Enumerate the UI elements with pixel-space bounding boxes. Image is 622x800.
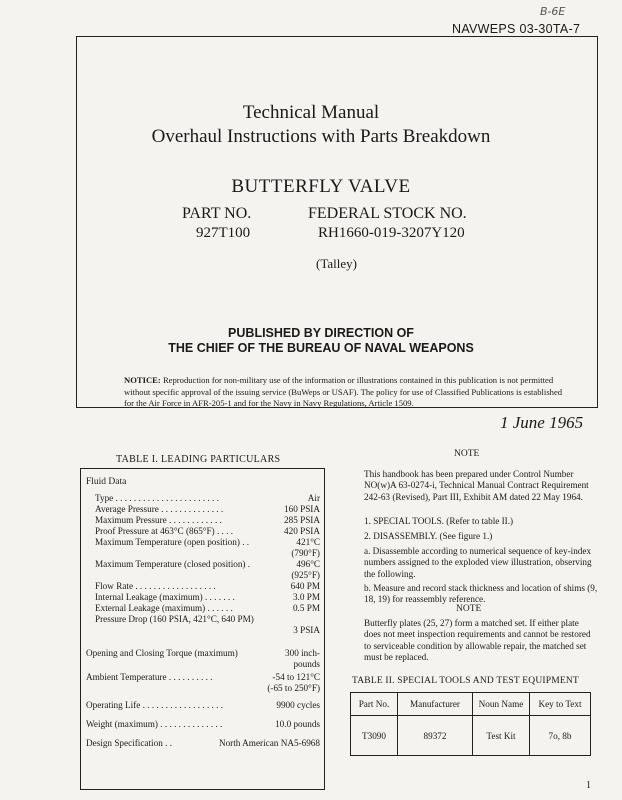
title-line-1: Technical Manual xyxy=(242,102,380,123)
row-label: Flow Rate xyxy=(95,581,134,591)
product-name: BUTTERFLY VALVE xyxy=(231,176,411,197)
note2-title: NOTE xyxy=(456,604,482,614)
part-no-value: 927T100 xyxy=(196,225,251,241)
table1-section-label: Fluid Data xyxy=(86,477,127,487)
note1-title: NOTE xyxy=(454,449,480,459)
table1-row: Ambient Temperature . . . . . . . . . . -54 to 121°C xyxy=(86,672,320,682)
row-value-2: (790°F) xyxy=(291,548,320,558)
notice-label: NOTICE: xyxy=(124,375,161,385)
row-value: Air xyxy=(307,493,320,503)
table1-row: Average Pressure . . . . . . . . . . . . . . 160 PSIA xyxy=(95,504,320,514)
table1-row-cont xyxy=(95,570,320,580)
published-by-line-2: THE CHIEF OF THE BUREAU OF NAVAL WEAPONS xyxy=(168,341,474,355)
table2-cell: T3090 xyxy=(351,716,398,756)
row-label: Maximum Temperature (closed position) xyxy=(95,559,246,569)
fsn-value: RH1660-019-3207Y120 xyxy=(318,225,465,241)
table2-header: Key to Text xyxy=(530,693,591,716)
table1-row: External Leakage (maximum) . . . . . . 0.5 PM xyxy=(95,603,320,613)
row-label: Internal Leakage (maximum) xyxy=(95,592,203,602)
part-no-label: PART NO. xyxy=(182,205,252,222)
table1-row: Proof Pressure at 463°C (865°F) . . . . 420 PSIA xyxy=(95,526,320,536)
row-value: North American NA5-6968 xyxy=(218,738,320,748)
table1-row: Internal Leakage (maximum) . . . . . . . 3.0 PM xyxy=(95,592,320,602)
table2-header: Part No. xyxy=(351,693,398,716)
row-value: 0.5 PM xyxy=(292,603,320,613)
row-value: 9900 cycles xyxy=(276,700,320,710)
note1-text: This handbook has been prepared under Control Number NO(w)A 63-0274-i, Technical Manual Contract Requirement 242-63 (Revised), Part III, Exhibit AM dated 22 May 1964. xyxy=(364,469,589,502)
row-label: Proof Pressure at 463°C (865°F) xyxy=(95,526,215,536)
row-label: Maximum Pressure xyxy=(95,515,167,525)
row-label: Average Pressure xyxy=(95,504,159,514)
table1-row: Weight (maximum) . . . . . . . . . . . . . . 10.0 pounds xyxy=(86,719,320,729)
manufacturer-name: (Talley) xyxy=(316,256,357,271)
row-label: Ambient Temperature xyxy=(86,672,167,682)
handwritten-mark: B-6E xyxy=(540,5,566,18)
published-by-line-1: PUBLISHED BY DIRECTION OF xyxy=(228,326,414,340)
row-value: 3 PSIA xyxy=(293,625,320,635)
row-value: 3.0 PM xyxy=(292,592,320,602)
page-number: 1 xyxy=(586,780,591,791)
row-value: 421°C xyxy=(296,537,320,547)
row-value: 300 inch-pounds xyxy=(285,648,320,669)
row-value: 420 PSIA xyxy=(284,526,320,536)
table1-row xyxy=(86,648,320,669)
disassembly-step-a: a. Disassemble according to numerical sequence of key-index numbers assigned to the exploded view illustration, observing the following. xyxy=(364,546,592,579)
row-label: Operating Life xyxy=(86,700,141,710)
table1-title: TABLE I. LEADING PARTICULARS xyxy=(116,454,281,465)
row-label: Design Specification xyxy=(86,738,163,748)
table1-row: Operating Life . . . . . . . . . . . . . . . . . . 9900 cycles xyxy=(86,700,320,710)
row-label: Type xyxy=(95,493,114,503)
table2-header: Noun Name xyxy=(473,693,530,716)
table2-cell: Test Kit xyxy=(473,716,530,756)
table1-row: Flow Rate . . . . . . . . . . . . . . . . . . 640 PM xyxy=(95,581,320,591)
table1-row-cont xyxy=(86,683,320,693)
disassembly-heading: 2. DISASSEMBLY. (See figure 1.) xyxy=(364,531,493,541)
table2-header: Manufacturer xyxy=(398,693,473,716)
title-line-2: Overhaul Instructions with Parts Breakdown xyxy=(151,126,491,147)
table1-row: Type . . . . . . . . . . . . . . . . . . . . . . . Air xyxy=(95,493,320,503)
row-value: 10.0 pounds xyxy=(275,719,320,729)
row-value: 496°C xyxy=(296,559,320,569)
note2-text: Butterfly plates (25, 27) form a matched set. If either plate does not meet inspection requirements and cannot be restored to serviceable condition by allowable repair, the matched set must be replaced. xyxy=(364,618,591,663)
table1-row-cont xyxy=(95,548,320,558)
table1-row: Maximum Pressure . . . . . . . . . . . . 285 PSIA xyxy=(95,515,320,525)
notice-paragraph xyxy=(124,375,564,410)
table2-title: TABLE II. SPECIAL TOOLS AND TEST EQUIPMENT xyxy=(352,676,579,686)
row-label: Opening and Closing Torque (maximum) xyxy=(86,648,238,658)
row-value: 160 PSIA xyxy=(284,504,320,514)
row-value-2: (-65 to 250°F) xyxy=(267,683,320,693)
row-value: 285 PSIA xyxy=(284,515,320,525)
document-number: NAVWEPS 03-30TA-7 xyxy=(452,22,581,36)
table1-row: Maximum Temperature (open position) . . 421°C xyxy=(95,537,320,547)
row-label: Weight (maximum) xyxy=(86,719,158,729)
row-value: -54 to 121°C xyxy=(272,672,320,682)
disassembly-step-b: b. Measure and record stack thickness and location of shims (9, 18, 19) for reassembly reference. xyxy=(364,583,598,605)
special-tools-heading: 1. SPECIAL TOOLS. (Refer to table II.) xyxy=(364,516,514,526)
fsn-label: FEDERAL STOCK NO. xyxy=(308,205,467,222)
row-label: External Leakage (maximum) xyxy=(95,603,206,613)
row-value: 640 PM xyxy=(290,581,320,591)
table1-row: Design Specification . . North American NA5-6968 xyxy=(86,738,320,748)
row-value-2: (925°F) xyxy=(291,570,320,580)
publication-date: 1 June 1965 xyxy=(500,413,584,432)
table2 xyxy=(350,692,591,756)
notice-text: Reproduction for non-military use of the information or illustrations contained in this publication is not permitted without specific approval of the issuing service (BuWeps or USAF). The policy for use of Classified Publications is established for the Air Force in AFR-205-1 and for the Navy in Navy Regulations, Article 1509. xyxy=(124,375,563,408)
row-label: Maximum Temperature (open position) xyxy=(95,537,240,547)
table2-cell: 7o, 8b xyxy=(530,716,591,756)
table2-cell: 89372 xyxy=(398,716,473,756)
table1-row xyxy=(95,614,320,635)
row-label: Pressure Drop (160 PSIA, 421°C, 640 PM) xyxy=(95,614,254,624)
table1-row: Maximum Temperature (closed position) . 496°C xyxy=(95,559,320,569)
